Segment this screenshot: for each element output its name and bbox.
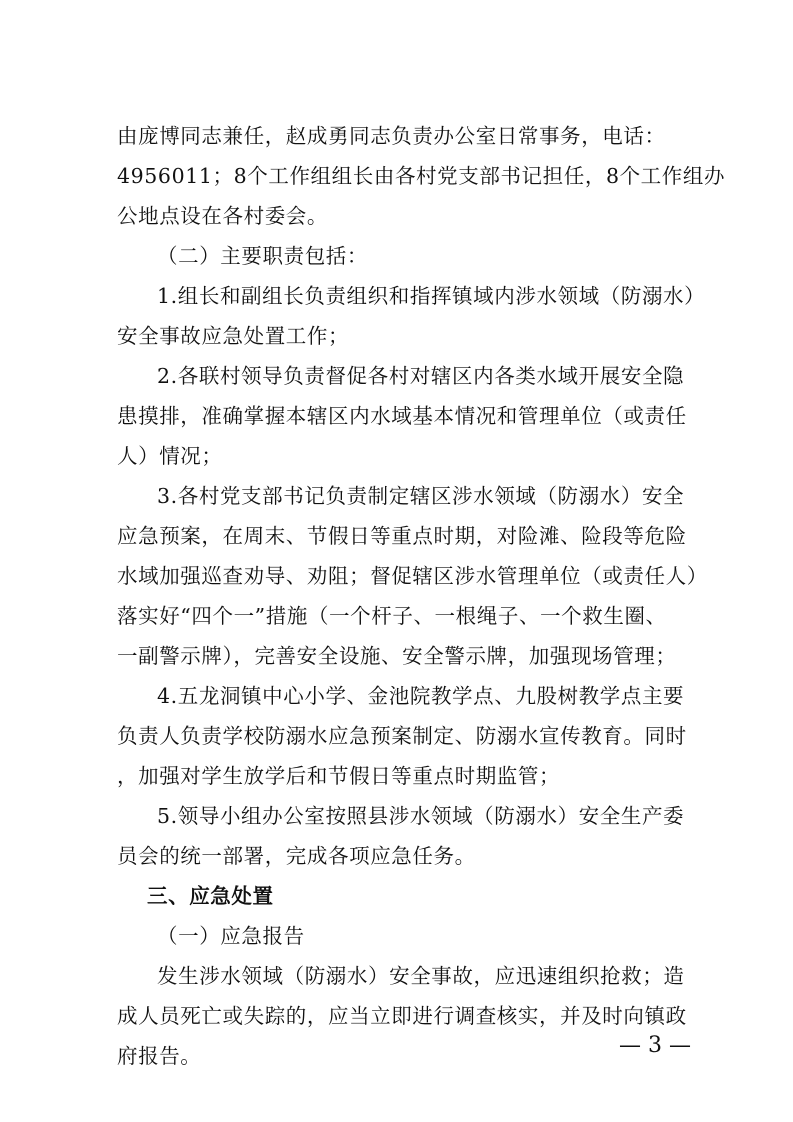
paragraph-line: 府报告。 xyxy=(117,1044,202,1068)
section-subheading: （一）应急报告 xyxy=(157,924,305,948)
section-subheading: （二）主要职责包括： xyxy=(157,244,368,268)
section-heading: 三、应急处置 xyxy=(147,884,274,908)
paragraph-line: ，加强对学生放学后和节假日等重点时期监管； xyxy=(117,764,561,788)
paragraph-line: 5.领导小组办公室按照县涉水领域（防溺水）安全生产委 xyxy=(157,804,685,828)
paragraph-line: 一副警示牌），完善安全设施、安全警示牌，加强现场管理； xyxy=(117,644,677,668)
paragraph-line: 应急预案，在周末、节假日等重点时期，对险滩、险段等危险 xyxy=(117,524,687,548)
paragraph-line: 1.组长和副组长负责组织和指挥镇域内涉水领域（防溺水） xyxy=(157,284,706,308)
paragraph-line: 员会的统一部署，完成各项应急任务。 xyxy=(117,844,476,868)
paragraph-line: 发生涉水领域（防溺水）安全事故，应迅速组织抢救；造 xyxy=(157,964,685,988)
paragraph-line: 成人员死亡或失踪的，应当立即进行调查核实，并及时向镇政 xyxy=(117,1004,687,1028)
paragraph-line: 人）情况； xyxy=(117,444,223,468)
paragraph-line: 患摸排，准确掌握本辖区内水域基本情况和管理单位（或责任 xyxy=(117,404,687,428)
paragraph-line: 落实好“四个一”措施（一个杆子、一根绳子、一个救生圈、 xyxy=(117,604,667,628)
paragraph-line: 水域加强巡查劝导、劝阻；督促辖区涉水管理单位（或责任人） xyxy=(117,564,708,588)
paragraph-line: 3.各村党支部书记负责制定辖区涉水领域（防溺水）安全 xyxy=(157,484,685,508)
paragraph-line: 由庞博同志兼任，赵成勇同志负责办公室日常事务，电话： xyxy=(117,124,666,148)
paragraph-line: 安全事故应急处置工作； xyxy=(117,324,350,348)
paragraph-line: 2.各联村领导负责督促各村对辖区内各类水域开展安全隐 xyxy=(157,364,685,388)
paragraph-line: 负责人负责学校防溺水应急预案制定、防溺水宣传教育。同时 xyxy=(117,724,687,748)
page-number: — 3 — xyxy=(619,1033,691,1058)
paragraph-line: 4956011；8个工作组组长由各村党支部书记担任，8个工作组办 xyxy=(117,164,726,188)
paragraph-line: 公地点设在各村委会。 xyxy=(117,204,328,228)
paragraph-line: 4.五龙洞镇中心小学、金池院教学点、九股树教学点主要 xyxy=(157,684,685,708)
